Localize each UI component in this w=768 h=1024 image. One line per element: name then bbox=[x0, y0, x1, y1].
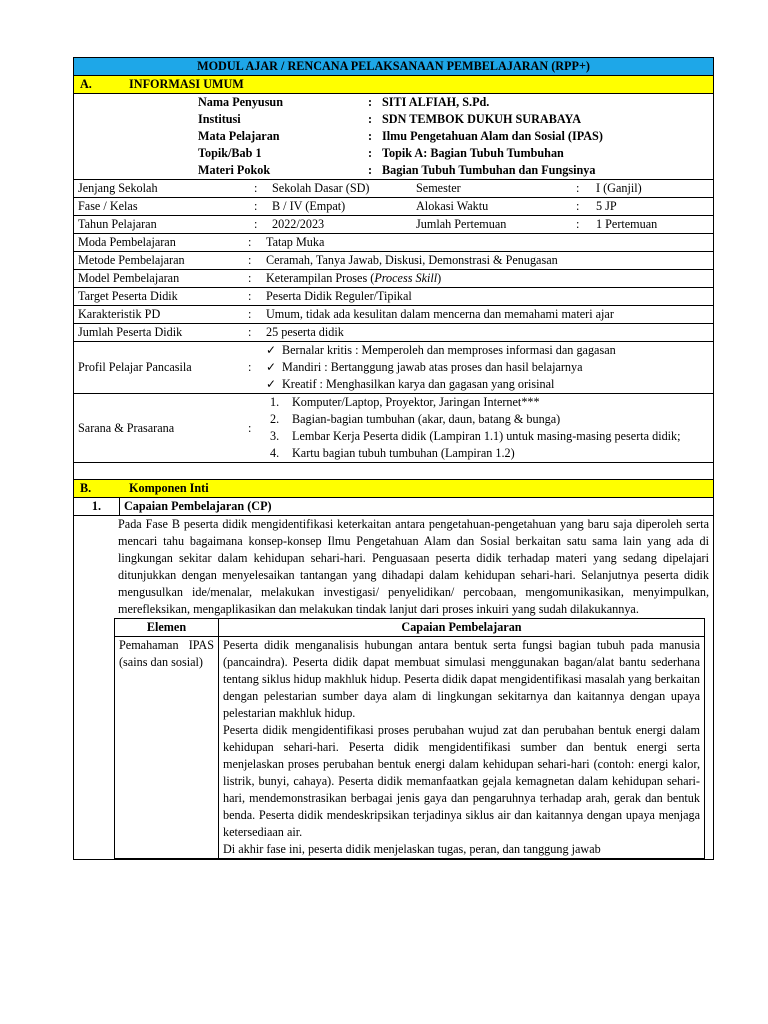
header-info-sep: : bbox=[368, 95, 373, 109]
rpp-document bbox=[73, 57, 713, 860]
header-info-sep: : bbox=[368, 146, 373, 160]
sarana-item bbox=[270, 411, 709, 428]
single-label: Model Pembelajaran bbox=[78, 271, 180, 285]
single-sep: : bbox=[248, 307, 252, 321]
pair-label-2: Semester bbox=[416, 181, 461, 195]
metode-row bbox=[74, 252, 714, 270]
achievement-paragraph: Peserta didik menganalisis hubungan antara bentuk serta fungsi bagian tubuh pada manusia (pancaindra). Peserta didik dapat membuat simulasi menggunakan bagan/alat bantu sederhana tentang siklus hidup makhluk hidup. Peserta didik dapat mengidentifikasi masalah yang berkaitan dengan pelestarian sumber daya alam di lingkungan sekitarnya dan kaitannya dengan upaya pelestarian makhluk hidup. bbox=[223, 638, 700, 720]
achievement-cell bbox=[219, 637, 705, 859]
profil-row bbox=[74, 342, 714, 394]
sarana-item bbox=[270, 394, 709, 411]
section-a-header bbox=[74, 76, 714, 94]
profil-sep: : bbox=[248, 360, 252, 374]
single-label: Moda Pembelajaran bbox=[78, 235, 176, 249]
jumlah-row bbox=[74, 324, 714, 342]
header-info-sep: : bbox=[368, 163, 373, 177]
sarana-item-number: 2. bbox=[270, 412, 280, 426]
pair-value-2: I (Ganjil) bbox=[596, 181, 642, 195]
header-info-row bbox=[198, 111, 713, 128]
elemen-header: Elemen bbox=[115, 619, 219, 637]
profil-item-text: Kreatif : Menghasilkan karya dan gagasan yang orisinal bbox=[282, 377, 555, 391]
header-info-value: SDN TEMBOK DUKUH SURABAYA bbox=[382, 112, 581, 126]
pair-label-2: Jumlah Pertemuan bbox=[416, 217, 507, 231]
single-value: Keterampilan Proses (Process Skill) bbox=[266, 271, 442, 285]
profil-item-text: Bernalar kritis : Memperoleh dan memproses informasi dan gagasan bbox=[282, 343, 616, 357]
section-a-label: INFORMASI UMUM bbox=[129, 77, 244, 91]
profil-item bbox=[266, 376, 709, 393]
single-value: Tatap Muka bbox=[266, 235, 325, 249]
section-b-label: Komponen Inti bbox=[129, 481, 209, 495]
single-label: Metode Pembelajaran bbox=[78, 253, 185, 267]
rpp-table bbox=[73, 57, 714, 860]
single-sep: : bbox=[248, 235, 252, 249]
moda-row bbox=[74, 234, 714, 252]
section-a-letter: A. bbox=[80, 77, 92, 91]
header-info-row bbox=[198, 128, 713, 145]
fase-row bbox=[74, 198, 714, 216]
single-sep: : bbox=[248, 253, 252, 267]
cp-paragraph: Pada Fase B peserta didik mengidentifikasi keterkaitan antara pengetahuan-pengetahuan yang baru saja diperoleh serta mencari tahu bagaimana konsep-konsep Ilmu Pengetahuan Alam dan Sosial berkaitan satu sama lain yang ada di lingkungan sekitar dalam kehidupan sehari-hari. Penguasaan peserta didik terhadap materi yang sedang dipelajari ditunjukkan dengan menyelesaikan tantangan yang dihadapi dalam kehidupan sehari-hari. Selanjutnya peserta didik mengusulkan ide/menalar, melakukan investigasi/ penyelidikan/ percobaan, mengomunikasikan, menyimpulkan, merefleksikan, mengaplikasikan dan melakukan tindak lanjut dari proses inkuiri yang sudah dilakukannya. bbox=[118, 517, 710, 616]
capaian-header: Capaian Pembelajaran bbox=[219, 619, 705, 637]
pair-value-2-wrap: : I (Ganjil) bbox=[576, 181, 642, 195]
header-info-sep: : bbox=[368, 112, 373, 126]
header-info bbox=[74, 94, 714, 180]
profil-list bbox=[260, 342, 709, 393]
pair-sep: : bbox=[254, 199, 258, 213]
profil-label: Profil Pelajar Pancasila bbox=[78, 360, 192, 374]
profil-item bbox=[266, 342, 709, 359]
header-info-label: Materi Pokok bbox=[198, 163, 271, 177]
jenjang-row bbox=[74, 180, 714, 198]
header-info-sep: : bbox=[368, 129, 373, 143]
element-name: Pemahaman IPAS (sains dan sosial) bbox=[115, 637, 219, 859]
pair-value-2-wrap: : 5 JP bbox=[576, 199, 617, 213]
single-sep: : bbox=[248, 325, 252, 339]
header-info-value: Ilmu Pengetahuan Alam dan Sosial (IPAS) bbox=[382, 129, 603, 143]
single-value: Umum, tidak ada kesulitan dalam mencerna dan memahami materi ajar bbox=[266, 307, 614, 321]
sarana-item-text: Lembar Kerja Peserta didik (Lampiran 1.1) untuk masing-masing peserta didik; bbox=[292, 429, 681, 443]
header-info-row bbox=[198, 94, 713, 111]
sarana-item-text: Komputer/Laptop, Proyektor, Jaringan Internet*** bbox=[292, 395, 540, 409]
header-info-label: Topik/Bab 1 bbox=[198, 146, 262, 160]
pair-value-2-wrap: : 1 Pertemuan bbox=[576, 217, 658, 231]
model-row bbox=[74, 270, 714, 288]
header-info-label: Nama Penyusun bbox=[198, 95, 283, 109]
cp-element-table bbox=[114, 618, 705, 859]
cp-number: 1. bbox=[74, 498, 120, 516]
tahun-row bbox=[74, 216, 714, 234]
single-label: Jumlah Peserta Didik bbox=[78, 325, 183, 339]
cp-body bbox=[74, 516, 714, 860]
pair-sep: : bbox=[254, 217, 258, 231]
header-info-row bbox=[198, 145, 713, 162]
sarana-row bbox=[74, 394, 714, 463]
sarana-item-number: 1. bbox=[270, 395, 280, 409]
header-info-row bbox=[198, 162, 713, 179]
header-info-value: SITI ALFIAH, S.Pd. bbox=[382, 95, 490, 109]
sarana-item-text: Bagian-bagian tumbuhan (akar, daun, batang & bunga) bbox=[292, 412, 561, 426]
single-label: Karakteristik PD bbox=[78, 307, 161, 321]
header-info-label: Mata Pelajaran bbox=[198, 129, 280, 143]
pair-label-1: Jenjang Sekolah bbox=[78, 181, 158, 195]
header-info-value: Bagian Tubuh Tumbuhan dan Fungsinya bbox=[382, 163, 596, 177]
header-info-value: Topik A: Bagian Tubuh Tumbuhan bbox=[382, 146, 564, 160]
karakteristik-row bbox=[74, 306, 714, 324]
single-sep: : bbox=[248, 289, 252, 303]
single-label: Target Peserta Didik bbox=[78, 289, 178, 303]
pair-value-1: B / IV (Empat) bbox=[272, 199, 346, 213]
pair-sep: : bbox=[254, 181, 258, 195]
checkmark-icon: ✓ bbox=[266, 360, 277, 374]
achievement-paragraph: Di akhir fase ini, peserta didik menjelaskan tugas, peran, dan tanggung jawab bbox=[223, 842, 601, 856]
pair-value-1: Sekolah Dasar (SD) bbox=[272, 181, 370, 195]
sarana-item bbox=[270, 445, 709, 462]
profil-item bbox=[266, 359, 709, 376]
pair-label-2: Alokasi Waktu bbox=[416, 199, 489, 213]
section-b-letter: B. bbox=[80, 481, 92, 495]
pair-label-1: Fase / Kelas bbox=[78, 199, 138, 213]
pair-label-1: Tahun Pelajaran bbox=[78, 217, 157, 231]
single-value: 25 peserta didik bbox=[266, 325, 344, 339]
sarana-item bbox=[270, 428, 709, 445]
single-value: Ceramah, Tanya Jawab, Diskusi, Demonstrasi & Penugasan bbox=[266, 253, 558, 267]
sarana-sep: : bbox=[248, 420, 252, 435]
profil-item-text: Mandiri : Bertanggung jawab atas proses dan hasil belajarnya bbox=[282, 360, 583, 374]
spacer-row bbox=[74, 463, 714, 480]
single-value: Peserta Didik Reguler/Tipikal bbox=[266, 289, 412, 303]
single-sep: : bbox=[248, 271, 252, 285]
pair-value-2: 5 JP bbox=[596, 199, 617, 213]
document-title: MODUL AJAR / RENCANA PELAKSANAAN PEMBELAJARAN (RPP+) bbox=[74, 58, 714, 76]
sarana-list bbox=[260, 394, 709, 462]
pair-value-2: 1 Pertemuan bbox=[596, 217, 658, 231]
section-b-header bbox=[74, 480, 714, 498]
checkmark-icon: ✓ bbox=[266, 343, 277, 357]
sarana-item-text: Kartu bagian tubuh tumbuhan (Lampiran 1.2) bbox=[292, 446, 515, 460]
target-row bbox=[74, 288, 714, 306]
achievement-paragraph: Peserta didik mengidentifikasi proses perubahan wujud zat dan perubahan bentuk energi dalam kehidupan sehari-hari. Peserta didik mengidentifikasi sumber dan bentuk energi serta menjelaskan proses perubahan bentuk energi dalam kehidupan sehari-hari (contoh: energi kalor, listrik, bunyi, cahaya). Peserta didik memanfaatkan gejala kemagnetan dalam kehidupan sehari-hari, mendemonstrasikan berbagai jenis gaya dan pengaruhnya terhadap arah, gerak dan bentuk benda. Peserta didik mendeskripsikan terjadinya siklus air dan kaitannya dengan upaya menjaga ketersediaan air. bbox=[223, 723, 700, 839]
header-info-label: Institusi bbox=[198, 112, 241, 126]
sarana-item-number: 4. bbox=[270, 446, 280, 460]
cp-heading: Capaian Pembelajaran (CP) bbox=[120, 498, 714, 516]
sarana-label: Sarana & Prasarana bbox=[78, 420, 175, 435]
sarana-item-number: 3. bbox=[270, 429, 280, 443]
checkmark-icon: ✓ bbox=[266, 377, 277, 391]
pair-value-1: 2022/2023 bbox=[272, 217, 325, 231]
